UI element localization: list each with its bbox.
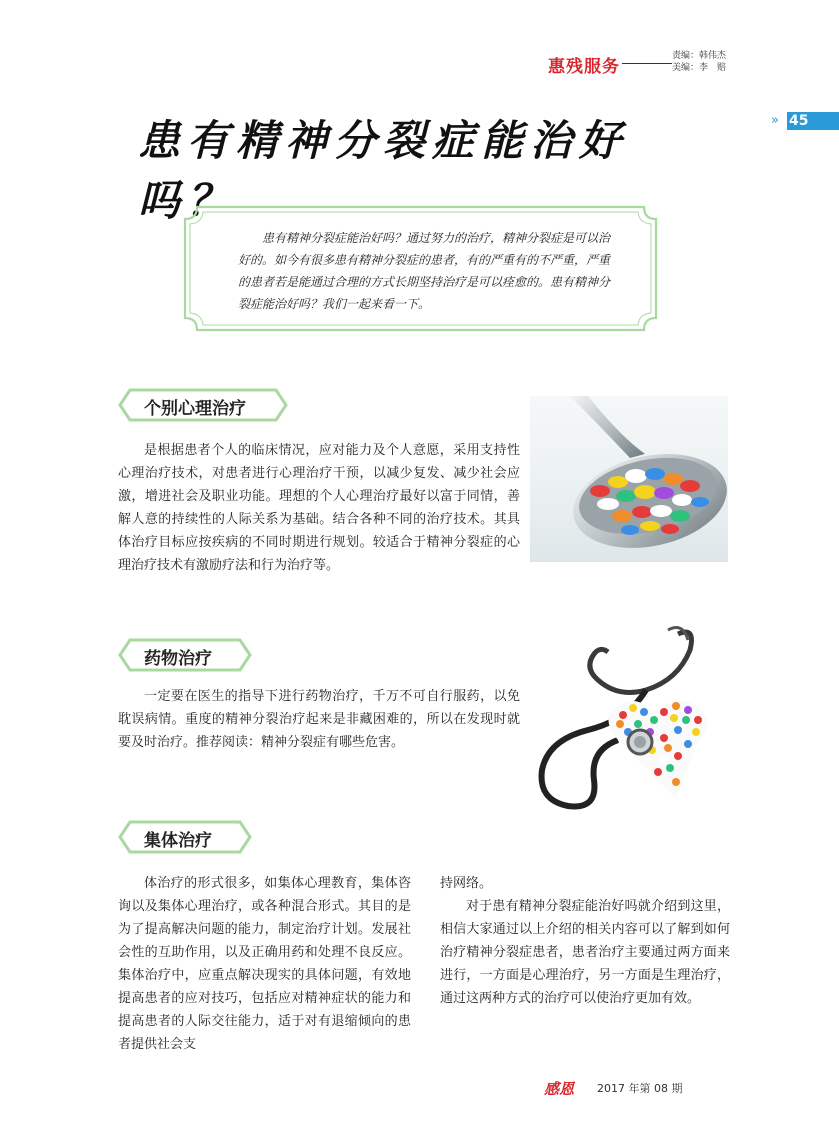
double-chevron-icon: » (771, 113, 779, 128)
section-text-group-col2 (440, 872, 730, 1010)
section-text-medication: 一定要在医生的指导下进行药物治疗，千万不可自行服药，以免耽误病情。重度的精神分裂治疗起来是非藏困难的，所以在发现时就要及时治疗。推荐阅读：精神分裂症有哪些危害。 (118, 689, 520, 750)
magazine-logo: 感恩 (544, 1080, 575, 1098)
section-name: 惠残服务 (548, 57, 620, 77)
header-divider (622, 63, 672, 64)
section-heading-group (118, 820, 252, 854)
designer-line: 美编：李 赔 (672, 63, 727, 73)
pill-heart (608, 701, 707, 798)
intro-text: 患有精神分裂症能治好吗？通过努力的治疗，精神分裂症是可以治好的。如今有很多患有精神分裂症的患者，有的严重有的不严重，严重的患者若是能通过合理的方式长期坚持治疗是可以痊愈的。患有精神分裂症能治好吗？我们一起来看一下。 (238, 231, 611, 311)
conclusion-paragraph: 对于患有精神分裂症能治好吗就介绍到这里，相信大家通过以上介绍的相关内容可以了解到如何治疗精神分裂症患者，患者治疗主要通过两方面来进行，一方面是心理治疗，另一方面是生理治疗，通过这两种方式的治疗可以使治疗更加有效。 (440, 899, 730, 1006)
spoon-pills-illustration (530, 396, 728, 562)
article-title: 患有精神分裂症能治好吗？ (138, 116, 629, 225)
section-heading-individual (118, 388, 288, 422)
spoon-pills-image (530, 396, 728, 562)
issue-number: 2017 年第 08 期 (597, 1082, 683, 1095)
page-number-tab (771, 112, 839, 130)
stethoscope-heart-image (528, 620, 728, 812)
editor-line: 责编：韩伟杰 (672, 51, 727, 61)
col2-continuation: 持网络。 (440, 876, 493, 891)
section-heading-label: 个别心理治疗 (144, 399, 246, 419)
page-number: 45 (789, 113, 809, 129)
editor-credits (672, 50, 726, 74)
section-heading-medication (118, 638, 252, 672)
section-text-individual: 是根据患者个人的临床情况，应对能力及个人意愿，采用支持性心理治疗技术，对患者进行心理治疗干预，以减少复发、减少社会应激，增进社会及职业功能。理想的个人心理治疗最好以富于同情，善解人意的持续性的人际关系为基础。结合各种不同的治疗技术。其具体治疗目标应按疾病的不同时期进行规划。较适合于精神分裂症的心理治疗技术有激励疗法和行为治疗等。 (118, 443, 520, 573)
section-text-group-col1: 体治疗的形式很多，如集体心理教育，集体咨询以及集体心理治疗，或各种混合形式。其目的是为了提高解决问题的能力，制定治疗计划。发展社会性的互助作用，以及正确用药和处理不良反应。集体治疗中，应重点解决现实的具体问题，有效地提高患者的应对技巧，包括应对精神症状的能力和提高患者的人际交往能力，适于对有退缩倾向的患者提供社会支 (118, 876, 411, 1052)
stethoscope-heart-illustration (528, 620, 728, 812)
section-heading-label: 集体治疗 (144, 831, 212, 851)
section-heading-label: 药物治疗 (144, 649, 212, 669)
